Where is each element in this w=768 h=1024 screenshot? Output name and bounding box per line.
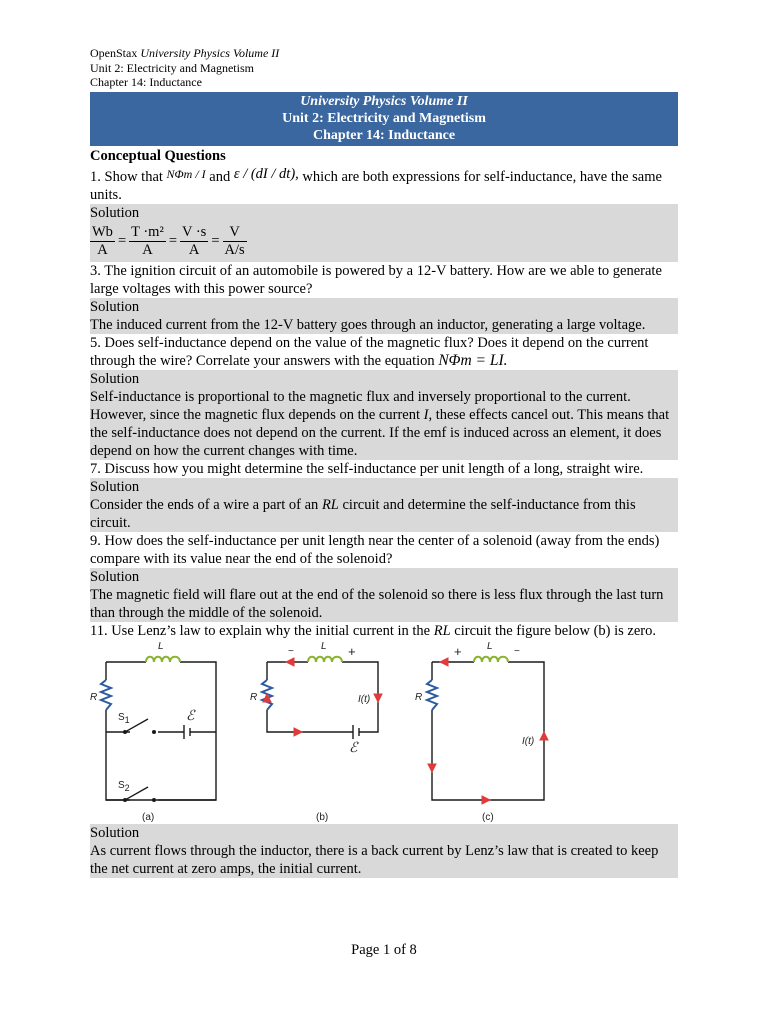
caption-b: (b) (316, 811, 329, 823)
units-equation: $\frac{Wb}{A}$ = $\frac{\text{T ·m²}}{A}$ = $\frac{V \cdot s}{A}$ = $\frac{V}{A/s}$ (92, 223, 245, 258)
solution-text: The magnetic field will flare out at the end of the solenoid so there is less flux through the last turn than through the middle of the solenoid. (90, 586, 664, 621)
label-plus-c: + (454, 643, 462, 659)
solution-3 (90, 298, 678, 334)
solution-label: Solution (90, 824, 140, 841)
section-title: Conceptual Questions (90, 147, 226, 164)
header-line-1: OpenStax University Physics Volume II (90, 46, 280, 60)
question-7: 7. Discuss how you might determine the self-inductance per unit length of a long, straight wire. (90, 460, 644, 477)
solution-text: The induced current from the 12-V battery goes through an inductor, generating a large voltage. (90, 316, 646, 333)
question-5: 5. Does self-inductance depend on the value of the magnetic flux? Does it depend on the current through the wire? Correlate your answers with the equation NΦm = LI. (90, 334, 649, 369)
question-11: 11. Use Lenz’s law to explain why the initial current in the RL circuit the figure below (b) is zero. (90, 622, 657, 639)
solution-label: Solution (90, 478, 140, 495)
fraction-v-as: $\frac{V}{A/s}$ (224, 223, 245, 258)
question-9: 9. How does the self-inductance per unit length near the center of a solenoid (away from the ends) compare with its value near the end of the solenoid? (90, 532, 660, 567)
q5-equation: NΦm = LI. (438, 351, 508, 369)
label-r-a: R (90, 691, 98, 703)
solution-text: Self-inductance is proportional to the magnetic flux and inversely proportional to the current. However, since the magnetic flux depends on the current I, these effects cancel out. This means that the self-inductance does not depend on the current. If the emf is induced across an element, it does depend on how the current changes with time. (90, 388, 670, 459)
solution-label: Solution (90, 370, 140, 387)
solution-text: Consider the ends of a wire a part of an RL circuit and determine the self-inductance from this circuit. (90, 496, 636, 531)
solution-11 (90, 824, 678, 878)
solution-5 (90, 370, 678, 460)
banner-chapter: Chapter 14: Inductance (312, 127, 456, 143)
solution-label: Solution (90, 204, 140, 221)
label-emf-b: ℰ (349, 738, 358, 755)
label-minus-b: − (288, 645, 294, 657)
label-current-c: I(t) (522, 735, 535, 747)
label-r-b: R (250, 691, 258, 703)
solution-label: Solution (90, 568, 140, 585)
solution-text: As current flows through the inductor, there is a back current by Lenz’s law that is created to keep the net current at zero amps, the initial current. (90, 842, 659, 877)
rl-circuit-figure (90, 640, 678, 824)
q1-expression-2: ε / (dI / dt), (233, 165, 299, 182)
label-emf-a: ℰ (186, 706, 195, 723)
current-arrows (263, 658, 548, 804)
question-1: 1. Show that $^{N\Phi m / I}$ and ε / (dI / dt), which are both expressions for self-inductance, have the same units. (90, 165, 662, 203)
title-banner (90, 92, 678, 146)
resistor-zigzags (101, 680, 437, 710)
caption-a: (a) (142, 811, 155, 823)
label-s1: S1 (118, 711, 130, 725)
solution-1 (90, 204, 678, 262)
fraction-vs-a: $\frac{V \cdot s}{A}$ (182, 223, 207, 258)
header-line-3: Chapter 14: Inductance (90, 75, 202, 89)
header-line-2: Unit 2: Electricity and Magnetism (90, 60, 254, 75)
label-l-c: L (487, 640, 493, 652)
caption-c: (c) (482, 811, 494, 823)
banner-unit: Unit 2: Electricity and Magnetism (282, 110, 486, 126)
document-header (90, 46, 678, 90)
label-plus-b: + (348, 643, 356, 659)
label-l-b: L (321, 640, 327, 652)
banner-title: University Physics Volume II (300, 93, 468, 109)
page-footer: Page 1 of 8 (351, 942, 417, 958)
label-minus-c: − (514, 645, 520, 657)
q1-expression-1: NΦm / I (166, 166, 206, 181)
fraction-wb-a: $\frac{Wb}{A}$ (92, 223, 113, 258)
label-r-c: R (415, 691, 423, 703)
solution-9 (90, 568, 678, 622)
label-current-b: I(t) (358, 693, 371, 705)
solution-7 (90, 478, 678, 532)
label-l-a: L (158, 640, 164, 652)
document-page (90, 46, 678, 878)
fraction-tm2-a: $\frac{\text{T ·m²}}{A}$ (131, 223, 164, 258)
question-3: 3. The ignition circuit of an automobile is powered by a 12-V battery. How are we able to generate large voltages with this power source? (90, 262, 662, 297)
solution-label: Solution (90, 298, 140, 315)
label-s2: S2 (118, 779, 130, 793)
circuit-diagrams (90, 640, 678, 824)
